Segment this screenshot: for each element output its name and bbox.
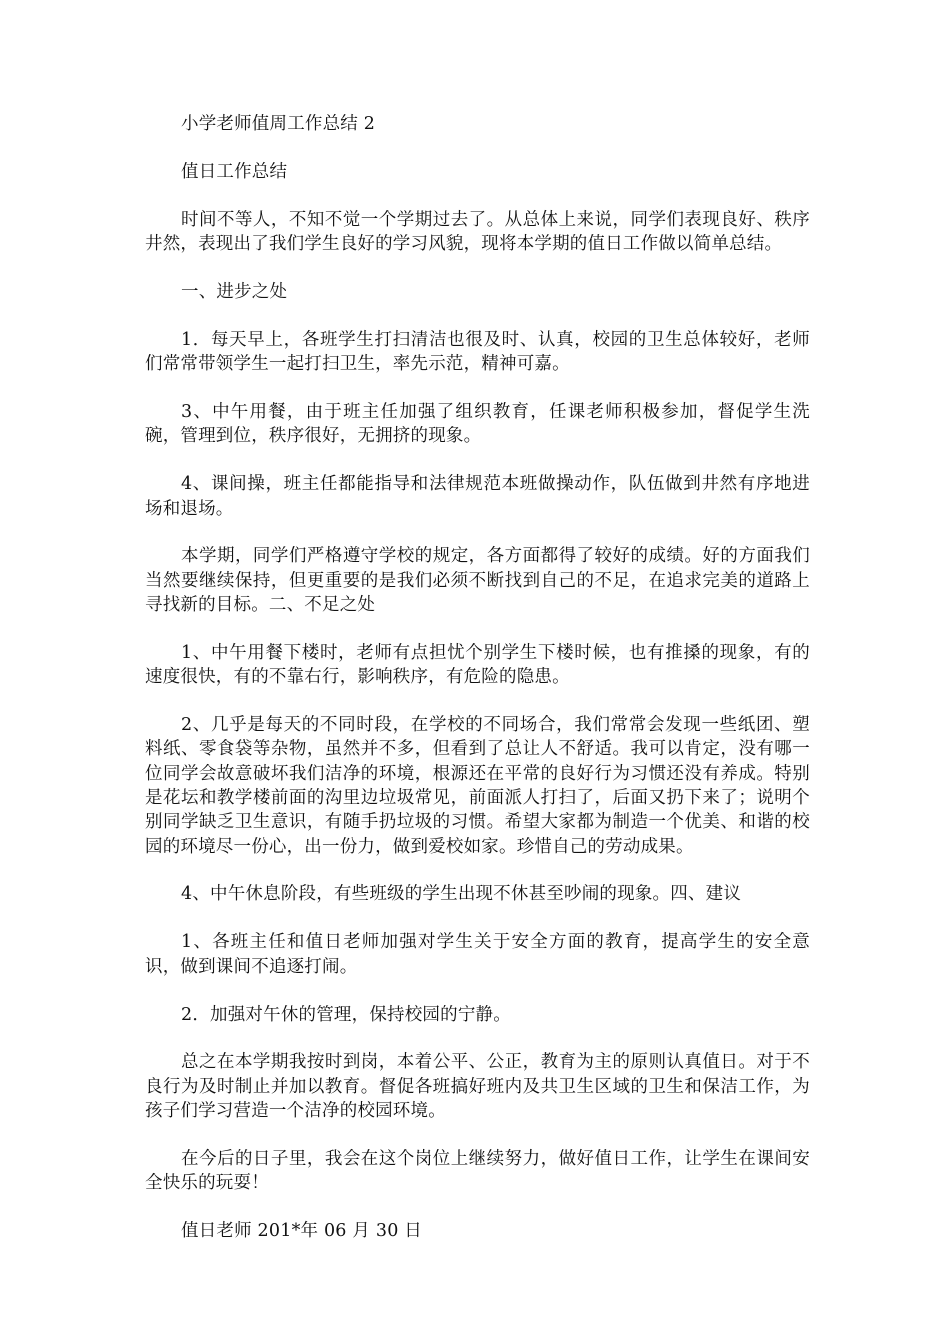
signature-line: 值日老师 201*年 06 月 30 日 (181, 1221, 423, 1242)
shortcoming-item-2: 2、几乎是每天的不同时段，在学校的不同场合，我们常常会发现一些纸团、塑料纸、零食袋等杂物，虽然并不多，但看到了总让人不舒适。我可以肯定，没有哪一位同学会故意破坏我们洁净的环境，根源还在平常的良好行为习惯还没有养成。特别是花坛和教学楼前面的沟里边垃圾常见，前面派人打扫了，后面又扔下来了；说明个别同学缺乏卫生意识，有随手扔垃圾的习惯。希望大家都为制造一个优美、和谐的校园的环境尽一份心，出一份力，做到爱校如家。珍惜自己的劳动成果。 (145, 715, 810, 857)
doc-subtitle: 值日工作总结 (181, 161, 288, 182)
closing-paragraph: 在今后的日子里，我会在这个岗位上继续努力，做好值日工作，让学生在课间安全快乐的玩耍！ (145, 1148, 810, 1194)
progress-item-1: 1．每天早上，各班学生打扫清洁也很及时、认真，校园的卫生总体较好，老师们常常带领学生一起打扫卫生，率先示范，精神可嘉。 (145, 329, 810, 375)
section-heading-progress: 一、进步之处 (181, 281, 288, 302)
doc-title: 小学老师值周工作总结 2 (181, 114, 376, 134)
shortcoming-item-4: 4、中午休息阶段，有些班级的学生出现不休甚至吵闹的现象。四、建议 (181, 884, 742, 905)
document-body (145, 112, 810, 1267)
intro-paragraph: 时间不等人，不知不觉一个学期过去了。从总体上来说，同学们表现良好、秩序井然，表现出了我们学生良好的学习风貌，现将本学期的值日工作做以简单总结。 (145, 209, 810, 255)
conclusion-paragraph: 总之在本学期我按时到岗，本着公平、公正，教育为主的原则认真值日。对于不良行为及时制止并加以教育。督促各班搞好班内及共卫生区域的卫生和保洁工作，为孩子们学习营造一个洁净的校园环境。 (145, 1052, 810, 1122)
semester-summary-paragraph: 本学期，同学们严格遵守学校的规定，各方面都得了较好的成绩。好的方面我们当然要继续保持，但更重要的是我们必须不断找到自己的不足，在追求完美的道路上寻找新的目标。二、不足之处 (145, 546, 810, 616)
shortcoming-item-1: 1、中午用餐下楼时，老师有点担忧个别学生下楼时候，也有推搡的现象，有的速度很快，有的不靠右行，影响秩序，有危险的隐患。 (145, 642, 810, 688)
suggestion-item-1: 1、各班主任和值日老师加强对学生关于安全方面的教育，提高学生的安全意识，做到课间不追逐打闹。 (145, 932, 810, 977)
suggestion-item-2: 2．加强对午休的管理，保持校园的宁静。 (181, 1004, 511, 1025)
progress-item-3: 3、中午用餐，由于班主任加强了组织教育，任课老师积极参加，督促学生洗碗，管理到位，秩序很好，无拥挤的现象。 (145, 402, 810, 447)
progress-item-4: 4、课间操，班主任都能指导和法律规范本班做操动作，队伍做到井然有序地进场和退场。 (145, 474, 810, 519)
